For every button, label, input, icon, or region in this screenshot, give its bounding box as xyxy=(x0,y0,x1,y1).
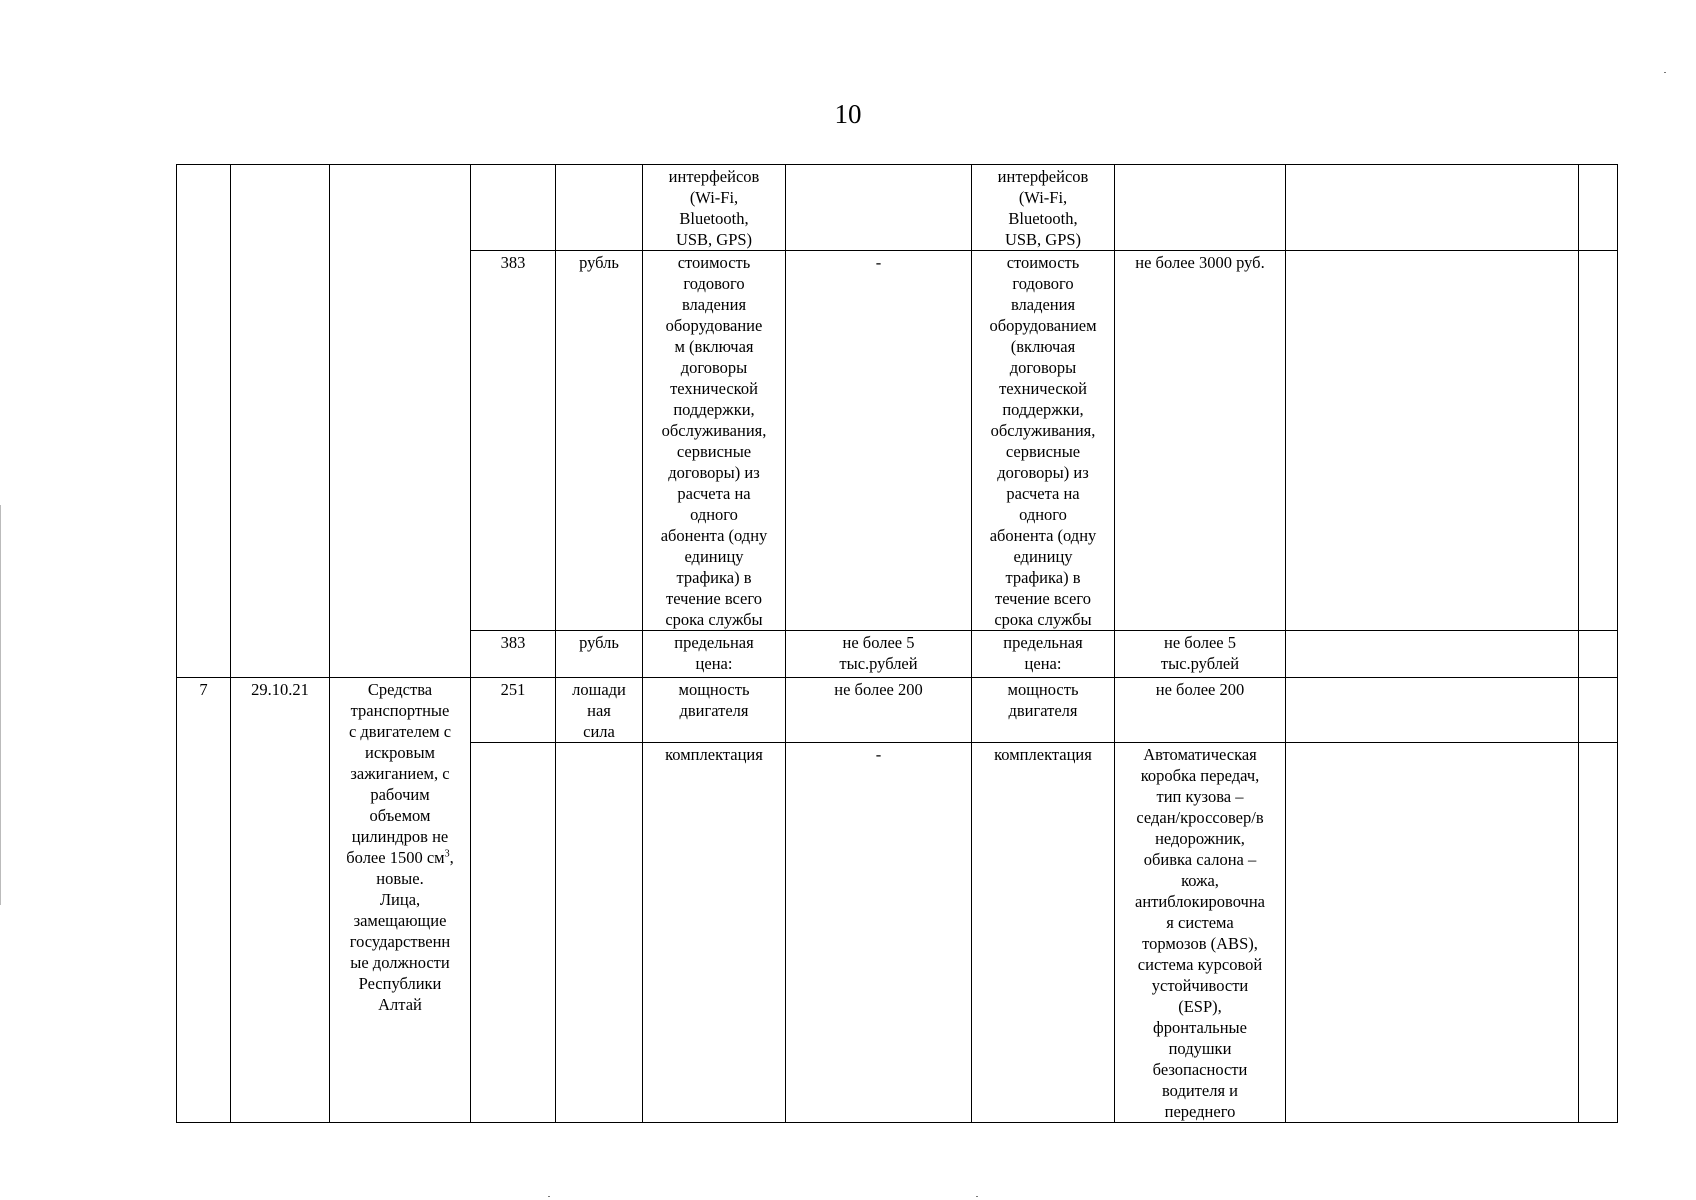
cell-date: 29.10.21 xyxy=(231,678,330,1123)
cell-justification xyxy=(1286,743,1579,1123)
cell-justification xyxy=(1286,251,1579,631)
scan-speck xyxy=(976,1196,978,1197)
cell-value-2: не более 3000 руб. xyxy=(1115,251,1286,631)
cell-value xyxy=(786,165,972,251)
scan-edge-mark xyxy=(0,505,1,905)
cell-characteristic: комплектация xyxy=(643,743,786,1123)
cell-value-2: не более 5 тыс.рублей xyxy=(1115,631,1286,678)
table-row xyxy=(177,631,1618,678)
cell-characteristic-2: интерфейсов (Wi-Fi, Bluetooth, USB, GPS) xyxy=(972,165,1115,251)
cell-unit xyxy=(556,165,643,251)
cell-name xyxy=(330,678,471,1123)
cell-characteristic: предельная цена: xyxy=(643,631,786,678)
cell-extra xyxy=(1579,251,1618,631)
cell-date xyxy=(231,165,330,251)
cell-extra xyxy=(1579,631,1618,678)
cell-characteristic: интерфейсов (Wi-Fi, Bluetooth, USB, GPS) xyxy=(643,165,786,251)
cell-value: не более 5 тыс.рублей xyxy=(786,631,972,678)
cell-characteristic-2: мощность двигателя xyxy=(972,678,1115,743)
cell-unit xyxy=(556,743,643,1123)
cell-name xyxy=(330,251,471,631)
cell-value: - xyxy=(786,743,972,1123)
cell-num xyxy=(177,165,231,251)
cell-justification xyxy=(1286,678,1579,743)
cell-value-2 xyxy=(1115,165,1286,251)
cell-justification xyxy=(1286,165,1579,251)
cell-num xyxy=(177,251,231,631)
cell-code xyxy=(471,165,556,251)
cell-unit: рубль xyxy=(556,631,643,678)
cell-characteristic-2: предельная цена: xyxy=(972,631,1115,678)
table-row xyxy=(177,678,1618,743)
requirements-table xyxy=(176,164,1618,1123)
cell-name xyxy=(330,165,471,251)
cell-num xyxy=(177,631,231,678)
cell-characteristic-2: стоимость годового владения оборудованием (включая договоры технической поддержки, обслуживания, сервисные договоры) из расчета на одного абонента (одну единицу трафика) в течение всего срока службы xyxy=(972,251,1115,631)
cubic-superscript: 3 xyxy=(444,848,450,860)
scan-speck xyxy=(1664,72,1666,73)
cell-characteristic: стоимость годового владения оборудование м (включая договоры технической поддержки, обслуживания, сервисные договоры) из расчета на одного абонента (одну единицу трафика) в течение всего срока службы xyxy=(643,251,786,631)
cell-value-2: Автоматическая коробка передач, тип кузова – седан/кроссовер/в недорожник, обивка салона – кожа, антиблокировочна я система тормозов (ABS), система курсовой устойчивости (ESP), фронтальные подушки безопасности водителя и переднего xyxy=(1115,743,1286,1123)
cell-justification xyxy=(1286,631,1579,678)
table-row xyxy=(177,251,1618,631)
cell-value: - xyxy=(786,251,972,631)
cell-value-2: не более 200 xyxy=(1115,678,1286,743)
item-name-text: Средства транспортные с двигателем с искровым зажиганием, с рабочим объемом цилиндров не более 1500 см xyxy=(346,680,452,867)
cell-code: 383 xyxy=(471,631,556,678)
cell-unit: рубль xyxy=(556,251,643,631)
cell-extra xyxy=(1579,165,1618,251)
cell-date xyxy=(231,631,330,678)
item-name-text-cont: , новые. Лица, замещающие государственн ые должности Республики Алтай xyxy=(349,848,454,1014)
cell-code xyxy=(471,743,556,1123)
cell-unit: лошади ная сила xyxy=(556,678,643,743)
scan-speck xyxy=(548,1196,550,1197)
cell-date xyxy=(231,251,330,631)
cell-num: 7 xyxy=(177,678,231,1123)
cell-extra xyxy=(1579,743,1618,1123)
cell-value: не более 200 xyxy=(786,678,972,743)
cell-name xyxy=(330,631,471,678)
cell-code: 383 xyxy=(471,251,556,631)
cell-code: 251 xyxy=(471,678,556,743)
cell-extra xyxy=(1579,678,1618,743)
cell-characteristic-2: комплектация xyxy=(972,743,1115,1123)
cell-characteristic: мощность двигателя xyxy=(643,678,786,743)
table-row xyxy=(177,165,1618,251)
page-number: 10 xyxy=(834,99,862,129)
